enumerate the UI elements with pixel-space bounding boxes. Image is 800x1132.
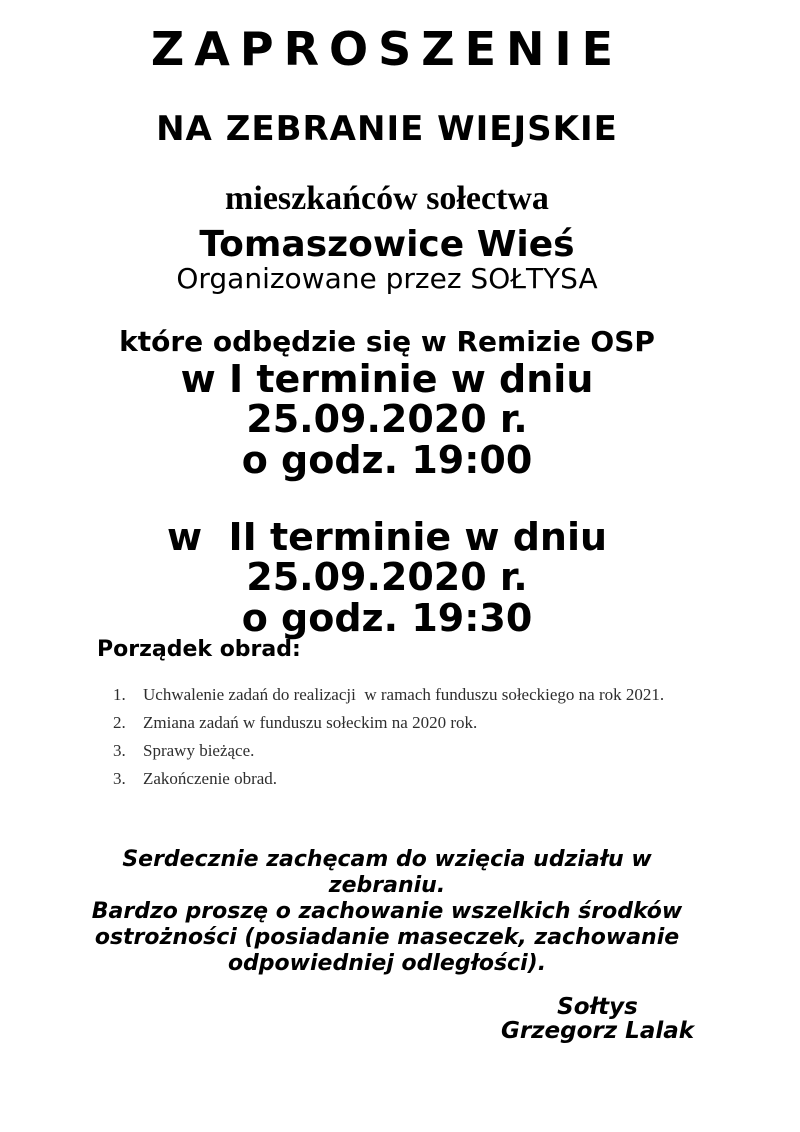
document-title: ZAPROSZENIE <box>150 22 624 76</box>
organizer-line: Organizowane przez SOŁTYSA <box>176 261 598 295</box>
document-subtitle: NA ZEBRANIE WIEJSKIE <box>156 108 618 149</box>
closing-safety-note: Bardzo proszę o zachowanie wszelkich środków ostrożności (posiadanie maseczek, zachowanie odpowiedniej odległości). <box>91 898 683 976</box>
agenda-item-text: Sprawy bieżące. <box>143 740 255 760</box>
first-term-heading: w I terminie w dniu <box>180 356 594 401</box>
signature-name: Grzegorz Lalak <box>500 1017 695 1044</box>
document-body <box>0 24 800 1043</box>
agenda-item <box>113 737 774 765</box>
second-term-time: o godz. 19:30 <box>241 595 533 640</box>
agenda-item-number: 1. <box>113 684 126 704</box>
village-name: Tomaszowice Wieś <box>199 224 575 266</box>
second-term-block <box>0 514 774 640</box>
audience-line: mieszkańców sołectwa <box>225 180 549 218</box>
agenda-list <box>0 681 774 793</box>
agenda-item-number: 2. <box>113 712 126 732</box>
agenda-heading: Porządek obrad: <box>97 636 301 662</box>
venue-line: które odbędzie się w Remizie OSP <box>119 325 655 359</box>
agenda-item <box>113 765 774 793</box>
agenda-item-number: 3. <box>113 740 126 760</box>
agenda-item-text: Zakończenie obrad. <box>143 768 278 788</box>
second-term-date: 25.09.2020 r. <box>246 555 528 600</box>
agenda-item-number: 3. <box>113 768 126 788</box>
agenda-item <box>113 681 774 709</box>
closing-encouragement: Serdecznie zachęcam do wzięcia udziału w zebraniu. <box>122 846 652 898</box>
signature-block <box>470 995 725 1043</box>
agenda-item-text: Uchwalenie zadań do realizacji w ramach funduszu sołeckiego na rok 2021. <box>143 684 665 704</box>
first-term-date: 25.09.2020 r. <box>246 397 528 442</box>
second-term-heading: w II terminie w dniu <box>166 514 608 559</box>
agenda-item-text: Zmiana zadań w funduszu sołeckim na 2020 rok. <box>143 712 478 732</box>
signature-role: Sołtys <box>557 993 638 1020</box>
first-term-time: o godz. 19:00 <box>241 437 533 482</box>
first-term-block <box>0 356 774 482</box>
agenda-item <box>113 709 774 737</box>
